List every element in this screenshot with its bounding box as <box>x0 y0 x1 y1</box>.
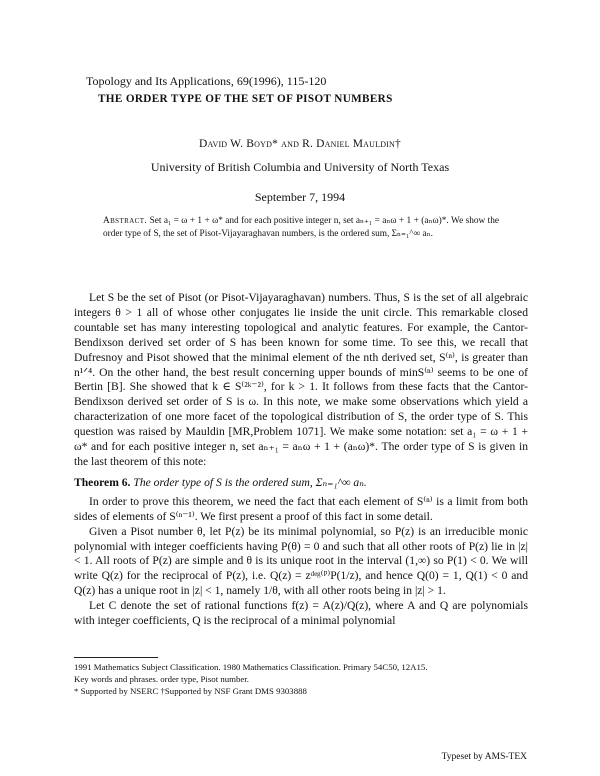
typeset-credit: Typeset by AMS-TEX <box>441 752 527 762</box>
date: September 7, 1994 <box>254 190 346 204</box>
paper-title: THE ORDER TYPE OF THE SET OF PISOT NUMBERS <box>98 93 393 105</box>
footnotes <box>74 662 528 697</box>
body-text <box>74 291 528 629</box>
footnote-keywords: Key words and phrases. order type, Pisot number. <box>74 673 249 684</box>
journal-citation: Topology and Its Applications, 69(1996), 115-120 <box>86 74 327 88</box>
footnote-msc: 1991 Mathematics Subject Classification. 1980 Mathematics Classification. Primary 54C50, 12A15. <box>74 662 428 672</box>
theorem-statement: The order type of S is the ordered sum, Σₙ₌₁^∞ aₙ. <box>133 475 367 489</box>
theorem-6 <box>74 476 528 491</box>
footnote-rule <box>74 657 158 658</box>
paragraph-intro: Let S be the set of Pisot (or Pisot-Vijayaraghavan) numbers. Thus, S is the set of all algebraic integers θ > 1 all of whose other conjugates lie inside the unit circle. This remarkable closed countable set has many interesting topological and analytic features. For example, the Cantor-Bendixson derived set order of S has been known for some time. To see this, we recall that Dufresnoy and Pisot showed that the minimal element of the nth derived set, S⁽ⁿ⁾, is greater than n¹ᐟ⁴. On the other hand, the best result concerning upper bounds of minS⁽ⁿ⁾ seems to be one of Bertin [B]. She showed that k ∈ S⁽²ᵏ⁻²⁾, for k > 1. It follows from these facts that the Cantor-Bendixson derived set order of S is ω. In this note, we make some observations which yield a characterization of one more facet of the topological distribution of S, the order type of S. This question was raised by Mauldin [MR,Problem 1071]. We make some notation: set a₁ = ω + 1 + ω* and for each positive integer n, set aₙ₊₁ = aₙω + 1 + (aₙω)*. The order type of S is given in the last theorem of this note: <box>74 291 528 468</box>
paragraph-rational-functions: Let C denote the set of rational functions f(z) = A(z)/Q(z), where A and Q are polynomials with integer coefficients, Q is the reciprocal of a minimal polynomial <box>74 599 528 628</box>
footnote-support: * Supported by NSERC †Supported by NSF Grant DMS 9303888 <box>74 685 307 696</box>
abstract-label: Abstract. <box>103 216 148 226</box>
theorem-label: Theorem 6. <box>74 475 131 489</box>
paragraph-pisot-polynomial: Given a Pisot number θ, let P(z) be its minimal polynomial, so P(z) is an irreducible monic polynomial with integer coefficients having P(θ) = 0 and such that all other roots of P(z) lie in |z| < 1. All roots of P(z) are simple and θ is its unique root in the interval (1,∞) so P(1) < 0. We will write Q(z) for the reciprocal of P(z), i.e. Q(z) = zᵈᵉᵍ⁽ᴾ⁾P(1/z), and hence Q(0) = 1, Q(1) < 0 and Q(z) has a unique root in |z| < 1, namely 1/θ, with all other roots being in |z| > 1. <box>74 524 528 598</box>
authors: David W. Boyd* and R. Daniel Mauldin† <box>199 138 401 150</box>
abstract <box>103 215 499 240</box>
paragraph-proof-intro: In order to prove this theorem, we need the fact that each element of S⁽ⁿ⁾ is a limit from both sides of elements of S⁽ⁿ⁻¹⁾. We first present a proof of this fact in some detail. <box>74 494 528 523</box>
abstract-text: Set a₁ = ω + 1 + ω* and for each positive integer n, set aₙ₊₁ = aₙω + 1 + (aₙω)*. We show the order type of S, the set of Pisot-Vijayaraghavan numbers, is the ordered sum, Σₙ₌₁^∞ aₙ. <box>103 216 499 239</box>
affiliation: University of British Columbia and University of North Texas <box>150 160 450 174</box>
